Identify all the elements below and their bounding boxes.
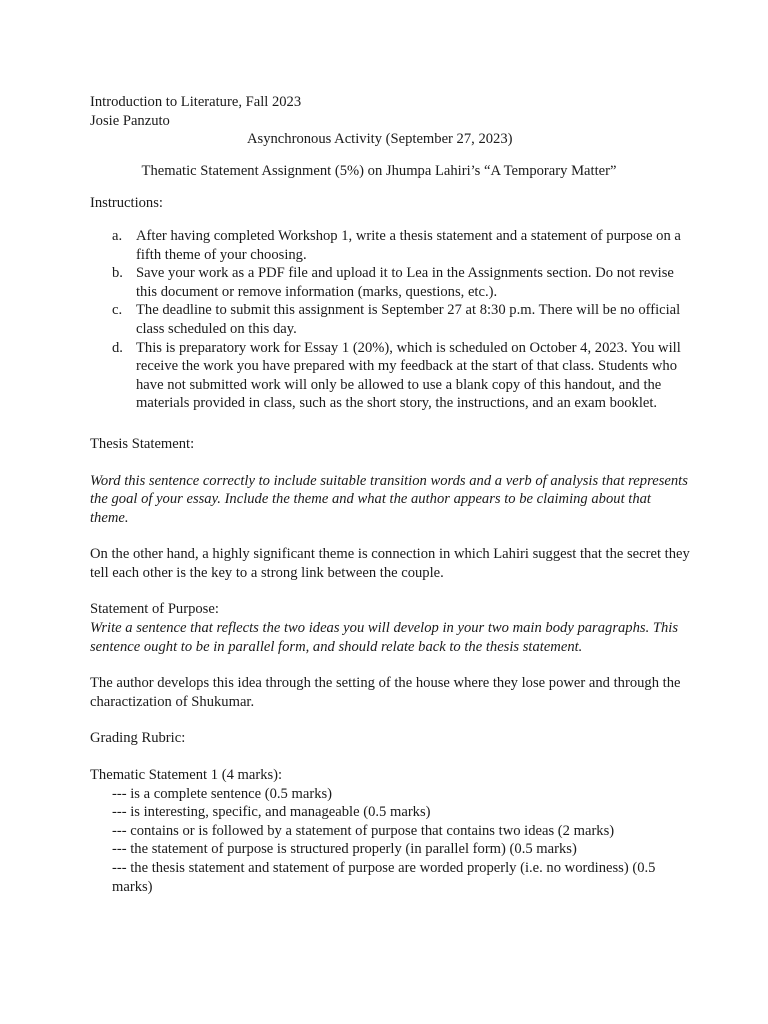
instructor-name: Josie Panzuto xyxy=(90,112,170,129)
rubric-item: --- the statement of purpose is structured properly (in parallel form) (0.5 marks) xyxy=(112,841,577,858)
rubric-section-title: Thematic Statement 1 (4 marks): xyxy=(90,767,283,784)
instruction-text: After having completed Workshop 1, write a thesis statement and a statement of purpose on a fifth theme of your choosing. xyxy=(136,227,681,263)
rubric-heading: Grading Rubric: xyxy=(90,730,186,747)
assignment-title: Thematic Statement Assignment (5%) on Jhumpa Lahiri’s “A Temporary Matter” xyxy=(141,162,617,179)
activity-title: Asynchronous Activity (September 27, 2023) xyxy=(247,131,513,148)
thesis-answer: On the other hand, a highly significant theme is connection in which Lahiri suggest that the secret they tell each other is the key to a strong link between the couple. xyxy=(90,546,690,581)
purpose-answer: The author develops this idea through the setting of the house where they lose power and through the charactization of Shukumar. xyxy=(90,675,681,710)
instruction-marker: b. xyxy=(112,265,123,282)
instruction-text: Save your work as a PDF file and upload it to Lea in the Assignments section. Do not revise this document or remove information (marks, questions, etc.). xyxy=(136,265,674,300)
instruction-item xyxy=(90,227,690,264)
instructions-heading: Instructions: xyxy=(90,195,163,212)
rubric-list xyxy=(90,785,690,897)
rubric-item: --- the thesis statement and statement of purpose are worded properly (i.e. no wordiness) (0.5 marks) xyxy=(112,860,656,895)
rubric-item: --- is interesting, specific, and manageable (0.5 marks) xyxy=(112,804,431,821)
rubric-item: --- is a complete sentence (0.5 marks) xyxy=(112,785,333,802)
rubric-item: --- contains or is followed by a statement of purpose that contains two ideas (2 marks) xyxy=(112,822,615,839)
thesis-prompt: Word this sentence correctly to include suitable transition words and a verb of analysis that represents the goal of your essay. Include the theme and what the author appears to be claiming about that theme. xyxy=(90,472,688,526)
instruction-text: This is preparatory work for Essay 1 (20%), which is scheduled on October 4, 2023. You will receive the work you have prepared with my feedback at the start of that class. Students who have not submitted work will only be allowed to use a blank copy of this handout, and the materials provided in class, such as the short story, the instructions, and an exam booklet. xyxy=(136,339,681,412)
document-content xyxy=(90,93,690,896)
instruction-text: The deadline to submit this assignment is September 27 at 8:30 p.m. There will be no official class scheduled on this day. xyxy=(136,302,681,337)
course-name: Introduction to Literature, Fall 2023 xyxy=(90,94,302,110)
instruction-marker: a. xyxy=(112,227,123,244)
instruction-item xyxy=(90,301,690,338)
instructions-list xyxy=(90,227,690,413)
instruction-marker: d. xyxy=(112,339,123,356)
purpose-prompt: Write a sentence that reflects the two ideas you will develop in your two main body paragraphs. This sentence ought to be in parallel form, and should relate back to the thesis statement. xyxy=(90,620,679,655)
instruction-item xyxy=(90,264,690,301)
instruction-item xyxy=(90,339,690,413)
thesis-heading: Thesis Statement: xyxy=(90,435,195,452)
purpose-heading: Statement of Purpose: xyxy=(90,601,219,618)
instruction-marker: c. xyxy=(112,302,123,319)
